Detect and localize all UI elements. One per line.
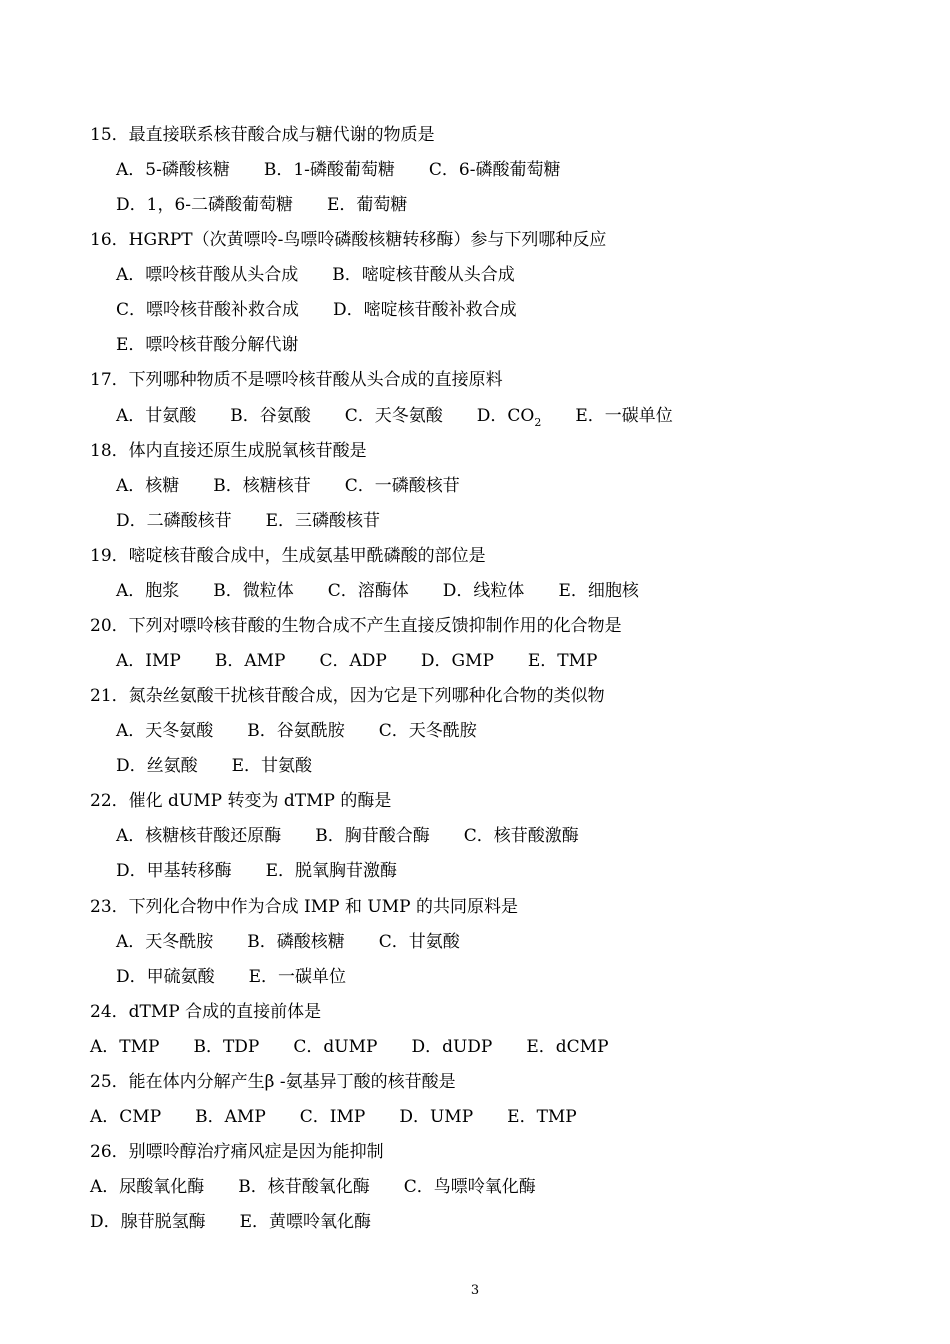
option: A．CMP [90,1107,162,1127]
question-stem-17: 17．下列哪种物质不是嘌呤核苷酸从头合成的直接原料 [90,370,503,390]
question-stem-23: 23．下列化合物中作为合成 IMP 和 UMP 的共同原料是 [90,897,518,917]
option: B．AMP [214,651,286,671]
option: C．ADP [319,651,387,671]
option: C．6-磷酸葡萄糖 [428,160,561,180]
option: C．嘌呤核苷酸补救合成 [116,300,300,320]
option: E．甘氨酸 [231,756,313,776]
page-number: 3 [470,1283,480,1298]
options-line [116,577,673,605]
question-stem-21: 21．氮杂丝氨酸干扰核苷酸合成，因为它是下列哪种化合物的类似物 [90,686,605,706]
option-text: D．CO [476,406,535,426]
option: A．嘌呤核苷酸从头合成 [116,265,299,285]
option: E．黄嘌呤氧化酶 [239,1212,372,1232]
option: D．1，6-二磷酸葡萄糖 [116,195,294,215]
option: D．GMP [420,651,494,671]
options-line [116,507,414,535]
option: A．TMP [90,1037,160,1057]
option: D．嘧啶核苷酸补救合成 [333,300,517,320]
option: E．三磷酸核苷 [265,511,381,531]
options-line [116,857,431,885]
options-line [116,261,549,289]
option: B．谷氨酰胺 [247,721,345,741]
option: B．嘧啶核苷酸从头合成 [332,265,515,285]
option: E．脱氧胸苷激酶 [265,861,398,881]
question-stem-25: 25．能在体内分解产生β -氨基异丁酸的核苷酸是 [90,1072,456,1092]
options-line [90,1103,611,1131]
option: C．IMP [299,1107,366,1127]
option: C．溶酶体 [327,581,409,601]
options-line [116,331,332,359]
options-line [116,647,631,675]
option: E．dCMP [526,1037,609,1057]
option: B．胸苷酸合酶 [315,826,430,846]
option: B．TDP [193,1037,260,1057]
option: A．尿酸氧化酶 [90,1177,205,1197]
option: D．dUDP [411,1037,493,1057]
options-line [116,822,613,850]
options-line [90,1208,405,1236]
option: E．嘌呤核苷酸分解代谢 [116,335,299,355]
option: E．一碳单位 [575,406,673,426]
question-stem-24: 24．dTMP 合成的直接前体是 [90,1002,322,1022]
option: B．磷酸核糖 [247,932,345,952]
options-line [116,928,494,956]
question-stem-16: 16．HGRPT（次黄嘌呤-鸟嘌呤磷酸核糖转移酶）参与下列哪种反应 [90,230,607,250]
option: C．天冬酰胺 [378,721,477,741]
option: C．一磷酸核苷 [344,476,460,496]
option: C．鸟嘌呤氧化酶 [403,1177,536,1197]
option: B．核糖核苷 [213,476,311,496]
option: A．天冬氨酸 [116,721,214,741]
option: D．甲硫氨酸 [116,967,215,987]
option: E．TMP [507,1107,577,1127]
option: B．1-磷酸葡萄糖 [263,160,395,180]
option: A．5-磷酸核糖 [116,160,230,180]
option: C．核苷酸激酶 [463,826,579,846]
option: E．葡萄糖 [327,195,408,215]
option: B．谷氨酸 [230,406,311,426]
option: E．细胞核 [558,581,639,601]
option: B．微粒体 [213,581,294,601]
option: C．dUMP [293,1037,378,1057]
options-line [116,402,707,430]
option: A．核糖 [116,476,180,496]
option: E．一碳单位 [248,967,347,987]
options-line [90,1173,570,1201]
option: A．天冬酰胺 [116,932,214,952]
options-line [90,1033,643,1061]
option: D．甲基转移酶 [116,861,232,881]
option-co2 [476,406,542,429]
option: A．胞浆 [116,581,180,601]
options-line [116,156,594,184]
options-line [116,963,380,991]
option: B．AMP [195,1107,266,1127]
option: D．UMP [399,1107,474,1127]
question-stem-26: 26．别嘌呤醇治疗痛风症是因为能抑制 [90,1142,384,1162]
question-stem-19: 19．嘧啶核苷酸合成中，生成氨基甲酰磷酸的部位是 [90,546,486,566]
option: E．TMP [527,651,598,671]
options-line [116,472,494,500]
option: D．丝氨酸 [116,756,198,776]
options-line [116,296,551,324]
question-stem-20: 20．下列对嘌呤核苷酸的生物合成不产生直接反馈抑制作用的化合物是 [90,616,622,636]
option: D．线粒体 [442,581,525,601]
subscript: 2 [534,416,542,429]
options-line [116,191,441,219]
question-stem-15: 15．最直接联系核苷酸合成与糖代谢的物质是 [90,125,435,145]
option: C．天冬氨酸 [344,406,443,426]
question-stem-22: 22．催化 dUMP 转变为 dTMP 的酶是 [90,791,392,811]
option: A．IMP [116,651,181,671]
option: D．二磷酸核苷 [116,511,232,531]
options-line [116,752,346,780]
options-line [116,717,511,745]
question-stem-18: 18．体内直接还原生成脱氧核苷酸是 [90,441,367,461]
option: A．甘氨酸 [116,406,197,426]
option: B．核苷酸氧化酶 [238,1177,370,1197]
option: C．甘氨酸 [378,932,460,952]
option: A．核糖核苷酸还原酶 [116,826,282,846]
option: D．腺苷脱氢酶 [90,1212,206,1232]
